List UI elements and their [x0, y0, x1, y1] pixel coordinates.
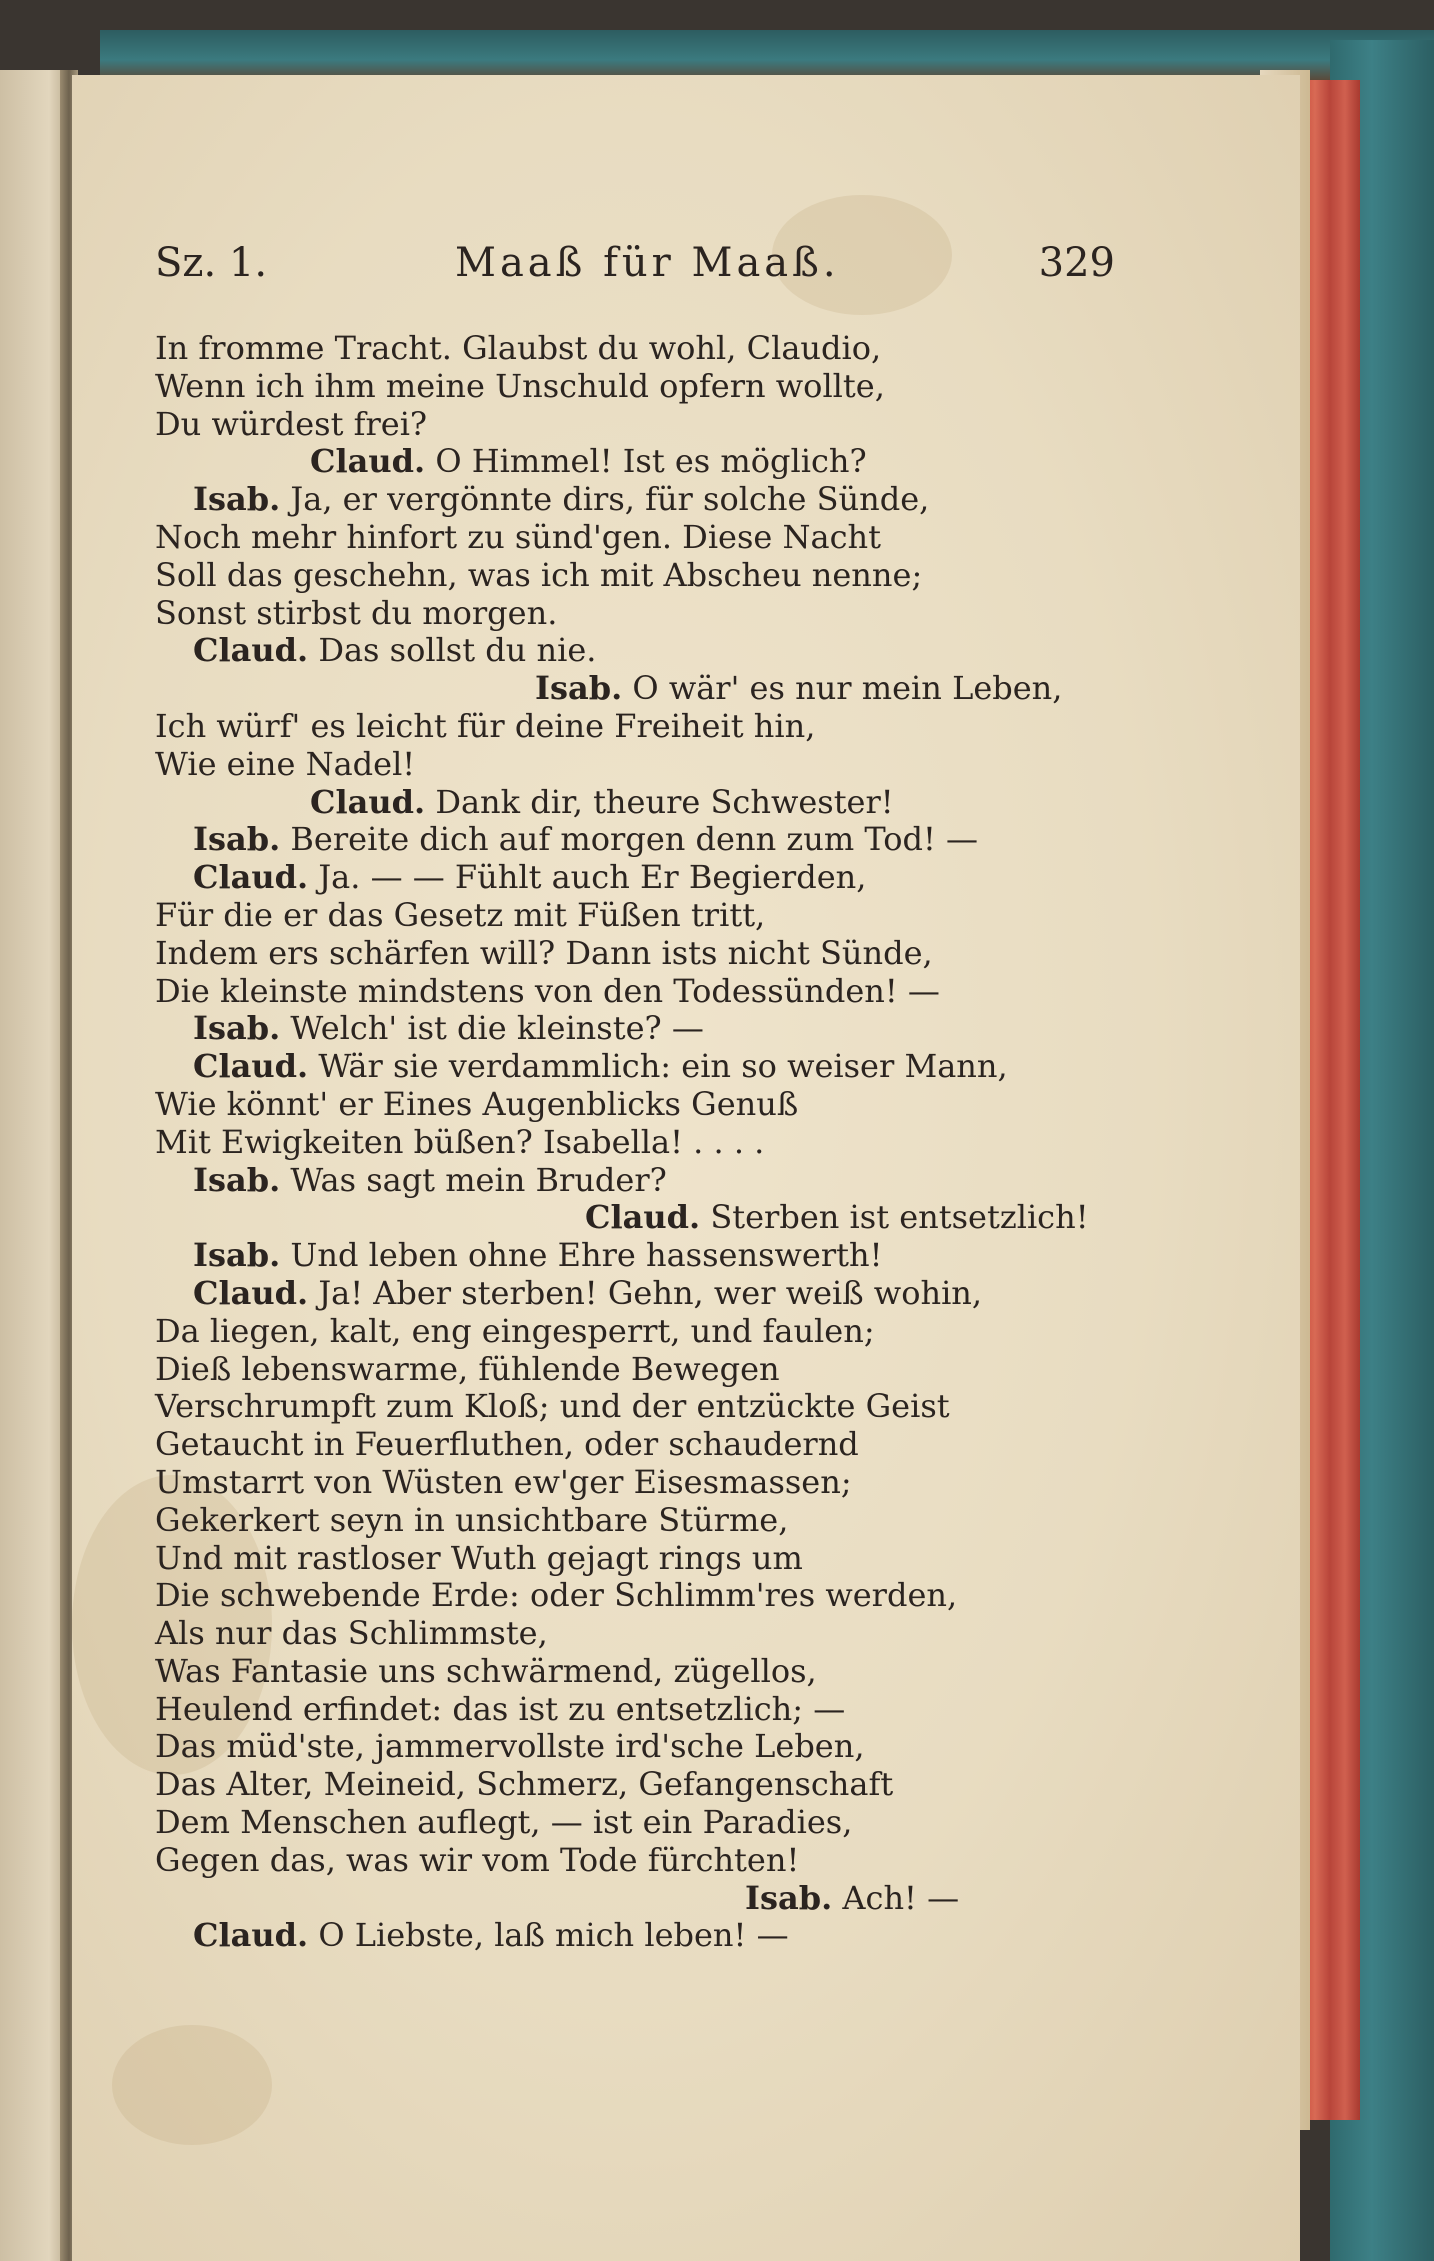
line-text: O Liebste, laß mich leben! —: [308, 1916, 789, 1955]
text-line: [155, 1502, 1155, 1540]
line-text: Wenn ich ihm meine Unschuld opfern wollte,: [155, 366, 885, 405]
line-text: Das sollst du nie.: [308, 631, 597, 670]
text-line: [155, 330, 1155, 368]
line-text: Gekerkert seyn in unsichtbare Stürme,: [155, 1500, 789, 1539]
dialogue-text: [155, 330, 1155, 1955]
line-text: Mit Ewigkeiten büßen? Isabella! . . . .: [155, 1122, 765, 1161]
line-text: Dieß lebenswarme, fühlende Bewegen: [155, 1349, 780, 1388]
speaker-name: Isab.: [535, 669, 623, 708]
text-line: [155, 1237, 1155, 1275]
text-line: [155, 935, 1155, 973]
text-line: [155, 859, 1155, 897]
text-line: [155, 1880, 1155, 1918]
text-line: [155, 1124, 1155, 1162]
text-line: [155, 1615, 1155, 1653]
line-text: Wie eine Nadel!: [155, 744, 416, 783]
text-line: [155, 1917, 1155, 1955]
speaker-name: Claud.: [310, 782, 426, 821]
line-text: Dem Menschen auflegt, — ist ein Paradies,: [155, 1803, 853, 1842]
line-text: Ja. — — Fühlt auch Er Begierden,: [308, 858, 867, 897]
text-line: [155, 443, 1155, 481]
text-line: [155, 1804, 1155, 1842]
text-line: [155, 1351, 1155, 1389]
speaker-name: Claud.: [193, 631, 309, 670]
line-text: Getaucht in Feuerfluthen, oder schaudernd: [155, 1425, 859, 1464]
line-text: Du würdest frei?: [155, 404, 428, 443]
text-line: [155, 519, 1155, 557]
speaker-name: Isab.: [193, 480, 281, 519]
text-line: [155, 1162, 1155, 1200]
speaker-name: Isab.: [745, 1878, 833, 1917]
line-text: Da liegen, kalt, eng eingesperrt, und faulen;: [155, 1311, 875, 1350]
text-line: [155, 973, 1155, 1011]
text-line: [155, 784, 1155, 822]
text-line: [155, 1199, 1155, 1237]
line-text: Die kleinste mindstens von den Todessünden! —: [155, 971, 940, 1010]
line-text: Heulend erfindet: das ist zu entsetzlich; —: [155, 1689, 846, 1728]
line-text: Gegen das, was wir vom Tode fürchten!: [155, 1840, 800, 1879]
scene-label: Sz. 1.: [155, 240, 268, 286]
line-text: Soll das geschehn, was ich mit Abscheu nenne;: [155, 555, 923, 594]
text-line: [155, 481, 1155, 519]
line-text: Die schwebende Erde: oder Schlimm'res werden,: [155, 1576, 958, 1615]
text-line: [155, 1577, 1155, 1615]
speaker-name: Claud.: [310, 442, 426, 481]
line-text: Und leben ohne Ehre hassenswerth!: [280, 1236, 883, 1275]
text-line: [155, 1313, 1155, 1351]
line-text: Sonst stirbst du morgen.: [155, 593, 558, 632]
speaker-name: Claud.: [193, 1916, 309, 1955]
line-text: Wär sie verdammlich: ein so weiser Mann,: [308, 1047, 1008, 1086]
line-text: Ja, er vergönnte dirs, für solche Sünde,: [280, 480, 930, 519]
text-line: [155, 406, 1155, 444]
text-line: [155, 1010, 1155, 1048]
speaker-name: Claud.: [193, 1273, 309, 1312]
line-text: Umstarrt von Wüsten ew'ger Eisesmassen;: [155, 1462, 852, 1501]
text-line: [155, 708, 1155, 746]
line-text: Bereite dich auf morgen denn zum Tod! —: [280, 820, 978, 859]
text-line: [155, 595, 1155, 633]
text-line: [155, 1766, 1155, 1804]
text-line: [155, 368, 1155, 406]
play-title: Maaß für Maaß.: [455, 240, 840, 286]
line-text: O wär' es nur mein Leben,: [622, 669, 1063, 708]
text-line: [155, 746, 1155, 784]
line-text: Ach! —: [832, 1878, 960, 1917]
line-text: O Himmel! Ist es möglich?: [425, 442, 867, 481]
speaker-name: Isab.: [193, 1236, 281, 1275]
speaker-name: Claud.: [193, 1047, 309, 1086]
speaker-name: Isab.: [193, 820, 281, 859]
line-text: Ich würf' es leicht für deine Freiheit hin,: [155, 706, 816, 745]
line-text: Für die er das Gesetz mit Füßen tritt,: [155, 895, 766, 934]
line-text: Welch' ist die kleinste? —: [280, 1009, 704, 1048]
line-text: Noch mehr hinfort zu sünd'gen. Diese Nacht: [155, 517, 881, 556]
page-number: 329: [1038, 240, 1115, 286]
line-text: Das müd'ste, jammervollste ird'sche Leben,: [155, 1727, 865, 1766]
line-text: Sterben ist entsetzlich!: [700, 1198, 1089, 1237]
line-text: Wie könnt' er Eines Augenblicks Genuß: [155, 1084, 799, 1123]
line-text: Als nur das Schlimmste,: [155, 1614, 548, 1653]
text-line: [155, 1388, 1155, 1426]
running-header: [155, 240, 1115, 300]
text-line: [155, 557, 1155, 595]
text-line: [155, 1426, 1155, 1464]
line-text: Verschrumpft zum Kloß; und der entzückte Geist: [155, 1387, 950, 1426]
line-text: Und mit rastloser Wuth gejagt rings um: [155, 1538, 803, 1577]
speaker-name: Claud.: [193, 858, 309, 897]
text-line: [155, 1691, 1155, 1729]
text-line: [155, 670, 1155, 708]
line-text: Dank dir, theure Schwester!: [425, 782, 894, 821]
text-line: [155, 632, 1155, 670]
text-line: [155, 897, 1155, 935]
text-line: [155, 1048, 1155, 1086]
speaker-name: Isab.: [193, 1160, 281, 1199]
speaker-name: Claud.: [585, 1198, 701, 1237]
text-line: [155, 1275, 1155, 1313]
text-line: [155, 1728, 1155, 1766]
text-line: [155, 1464, 1155, 1502]
text-line: [155, 1653, 1155, 1691]
line-text: Das Alter, Meineid, Schmerz, Gefangenschaft: [155, 1765, 894, 1804]
line-text: Indem ers schärfen will? Dann ists nicht Sünde,: [155, 933, 933, 972]
line-text: Ja! Aber sterben! Gehn, wer weiß wohin,: [308, 1273, 983, 1312]
text-line: [155, 1540, 1155, 1578]
speaker-name: Isab.: [193, 1009, 281, 1048]
line-text: In fromme Tracht. Glaubst du wohl, Claudio,: [155, 329, 882, 367]
book-cover-top: [100, 30, 1434, 80]
text-line: [155, 1842, 1155, 1880]
text-line: [155, 1086, 1155, 1124]
line-text: Was sagt mein Bruder?: [280, 1160, 667, 1199]
line-text: Was Fantasie uns schwärmend, zügellos,: [155, 1651, 817, 1690]
text-line: [155, 821, 1155, 859]
